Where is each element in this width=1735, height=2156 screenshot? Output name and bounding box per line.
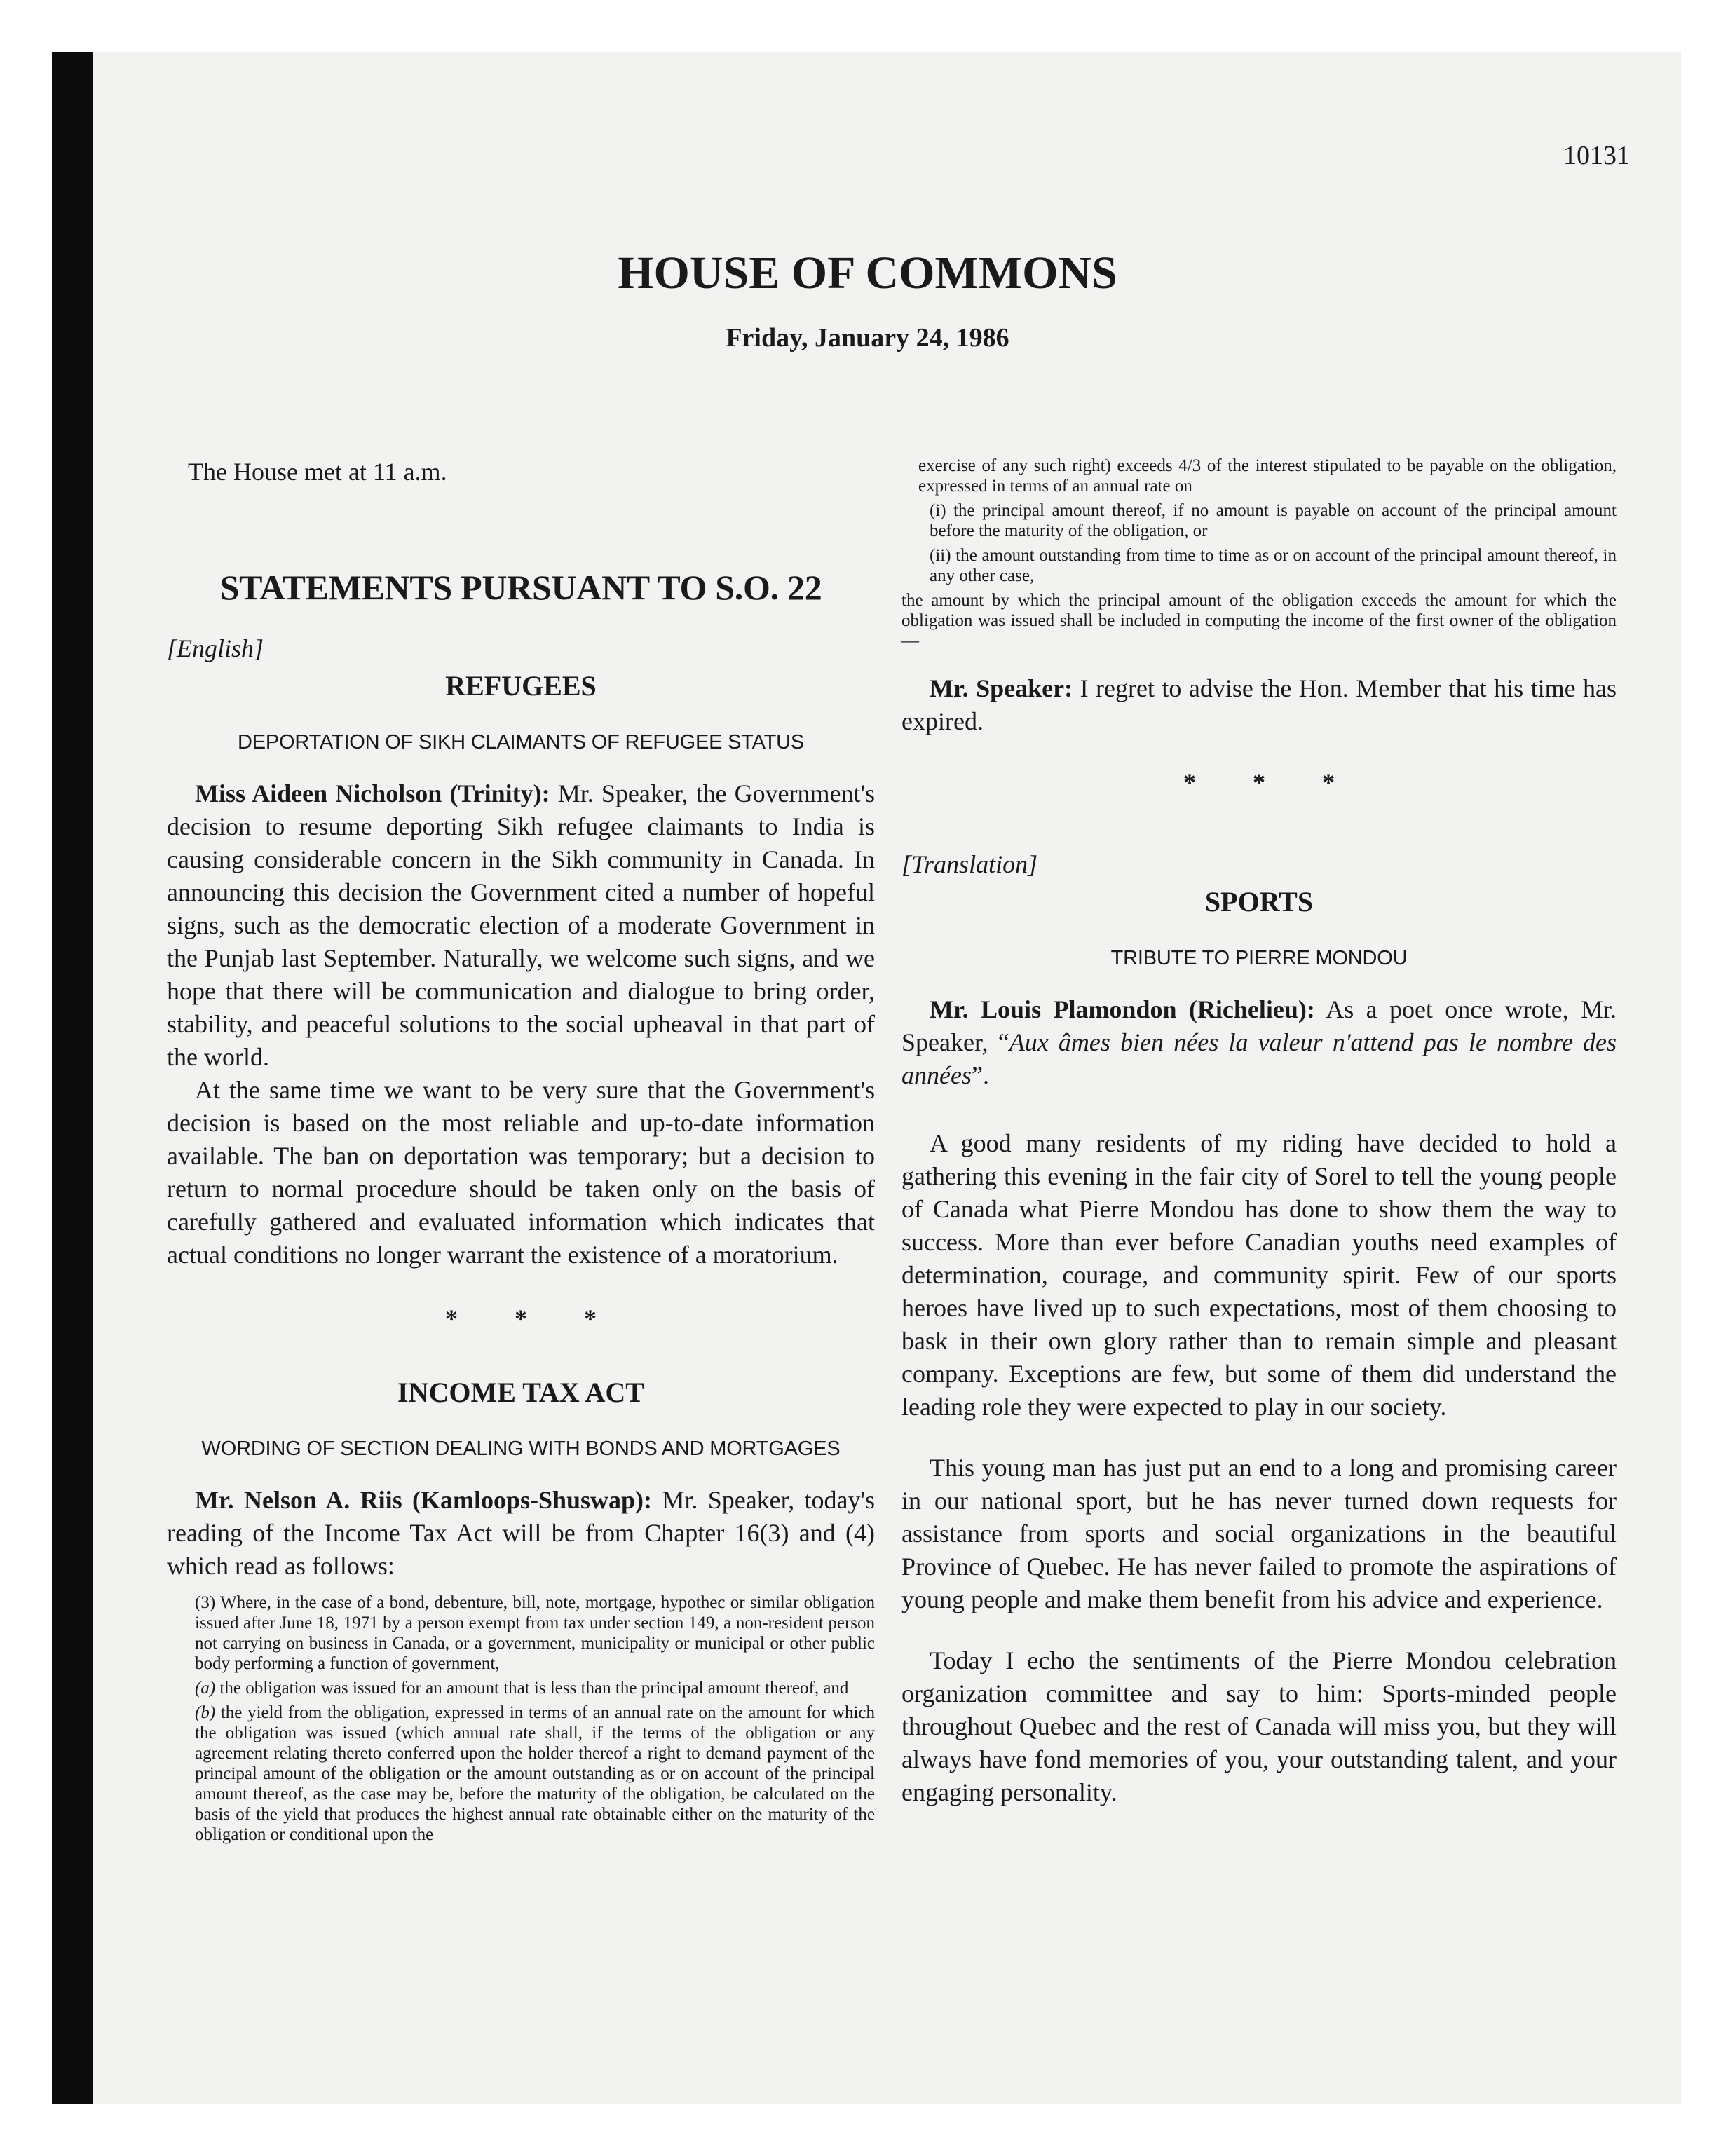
subject-refugees: DEPORTATION OF SIKH CLAIMANTS OF REFUGEE STATUS	[237, 731, 805, 753]
speaker-name: Mr. Nelson A. Riis (Kamloops-Shuswap):	[195, 1486, 653, 1514]
paragraph-gap	[901, 1424, 1617, 1452]
paragraph	[901, 993, 1617, 1092]
paragraph	[901, 672, 1617, 738]
section-divider: * * *	[445, 1304, 622, 1332]
right-column	[901, 456, 1617, 1809]
sitting-date: Friday, January 24, 1986	[726, 323, 1009, 353]
statute-clause: (ii) the amount outstanding from time to time as or on account of the principal amount thereof, in any other case,	[930, 546, 1617, 585]
speaker-name: Mr. Speaker:	[930, 674, 1073, 702]
section-divider: * * *	[1183, 768, 1360, 796]
paragraph-text: As a poet once wrote, Mr. Speaker, “	[901, 995, 1617, 1056]
subject-income-tax: WORDING OF SECTION DEALING WITH BONDS AND MORTGAGES	[201, 1438, 841, 1460]
language-marker: [Translation]	[901, 850, 1038, 878]
item-heading-refugees: REFUGEES	[445, 670, 597, 702]
subject-sports: TRIBUTE TO PIERRE MONDOU	[1110, 947, 1408, 969]
paragraph	[167, 777, 875, 1074]
statute-clause	[167, 1678, 875, 1698]
speaker-name: Mr. Louis Plamondon (Richelieu):	[930, 995, 1315, 1023]
paragraph-text: I regret to advise the Hon. Member that his time has expired.	[901, 674, 1617, 735]
clause-text: the obligation was issued for an amount that is less than the principal amount thereof, and	[215, 1679, 849, 1698]
paragraph-text: Mr. Speaker, the Government's decision to resume deporting Sikh refugee claimants to India is causing considerable concern in the Sikh community in Canada. In announcing this decision the Government cited a number of hopeful signs, such as the democratic election of a moderate Government in the Punjab last September. Naturally, we welcome such signs, and we hope that there will be communication and dialogue to bring order, stability, and peaceful solutions to the social upheaval in that part of the world.	[167, 779, 876, 1071]
paragraph-gap	[901, 1616, 1617, 1644]
paragraph	[167, 1484, 875, 1583]
french-quotation: Aux âmes bien nées la valeur n'attend pas le nombre des années	[901, 1028, 1617, 1089]
item-heading-sports: SPORTS	[1204, 886, 1314, 917]
statute-clause	[167, 1703, 875, 1845]
paragraph-gap	[901, 1092, 1617, 1127]
item-heading-income-tax: INCOME TAX ACT	[397, 1377, 644, 1408]
clause-label: (a)	[195, 1679, 216, 1698]
meeting-note: The House met at 11 a.m.	[188, 458, 447, 486]
language-marker: [English]	[167, 634, 264, 662]
page-number: 10131	[1563, 141, 1630, 170]
section-heading: STATEMENTS PURSUANT TO S.O. 22	[219, 568, 822, 607]
statute-clause: (i) the principal amount thereof, if no amount is payable on account of the principal amount before the maturity of the obligation, or	[930, 501, 1617, 540]
paragraph: At the same time we want to be very sure that the Government's decision is based on the most reliable and up-to-date information available. The ban on deportation was temporary; but a decision to return to normal procedure should be taken only on the basis of carefully gathered and evaluated information which indicates that actual conditions no longer warrant the existence of a moratorium.	[167, 1076, 875, 1269]
clause-text: the yield from the obligation, expressed in terms of an annual rate on the amount for which the obligation was issued (which annual rate shall, if the terms of the obligation or any agreement relating thereto conferred upon the holder thereof a right to demand payment of the principal amount of the obligation or the amount outstanding as or on account of the principal amount thereof, as the case may be, before the maturity of the obligation, be calculated on the basis of the yield that produces the highest annual rate obtainable either on the maturity of the obligation or conditional upon the	[195, 1703, 875, 1844]
document-title: HOUSE OF COMMONS	[618, 247, 1117, 299]
speaker-name: Miss Aideen Nicholson (Trinity):	[195, 779, 550, 807]
clause-label: (b)	[195, 1703, 216, 1722]
binding-shadow	[52, 52, 93, 2104]
paragraph: Today I echo the sentiments of the Pierre Mondou celebration organization committee and say to him: Sports-minded people throughout Quebec and the rest of Canada will miss you, but they will always have fond memories of you, your outstanding talent, and your engaging personality.	[901, 1646, 1617, 1806]
statute-quote: exercise of any such right) exceeds 4/3 of the interest stipulated to be payable on the obligation, expressed in terms of an annual rate on	[918, 456, 1617, 496]
left-column	[167, 456, 875, 1849]
statute-quote: the amount by which the principal amount of the obligation exceeds the amount for which the obligation was issued shall be included in computing the income of the first owner of the obligation—	[901, 591, 1617, 650]
paragraph: This young man has just put an end to a long and promising career in our national sport, but he has never turned down requests for assistance from sports and social organizations in the beautiful Province of Quebec. He has never failed to promote the aspirations of young people and make them benefit from his advice and experience.	[901, 1454, 1617, 1613]
paragraph: A good many residents of my riding have decided to hold a gathering this evening in the fair city of Sorel to tell the young people of Canada what Pierre Mondou has done to show them the way to success. More than ever before Canadian youths need examples of determination, courage, and community spirit. Few of our sports heroes have lived up to such expectations, most of them choosing to bask in their own glory rather than to remain simple and pleasant company. Exceptions are few, but some of them did understand the leading role they were expected to play in our society.	[901, 1129, 1617, 1421]
paragraph-text: Mr. Speaker, today's reading of the Income Tax Act will be from Chapter 16(3) and (4) which read as follows:	[167, 1486, 876, 1580]
statute-quote: (3) Where, in the case of a bond, debenture, bill, note, mortgage, hypothec or similar obligation issued after June 18, 1971 by a person exempt from tax under section 149, a non-resident person not carrying on business in Canada, or a government, municipality or municipal or other public body performing a function of government,	[195, 1593, 875, 1673]
paragraph-text: ”.	[971, 1061, 989, 1089]
